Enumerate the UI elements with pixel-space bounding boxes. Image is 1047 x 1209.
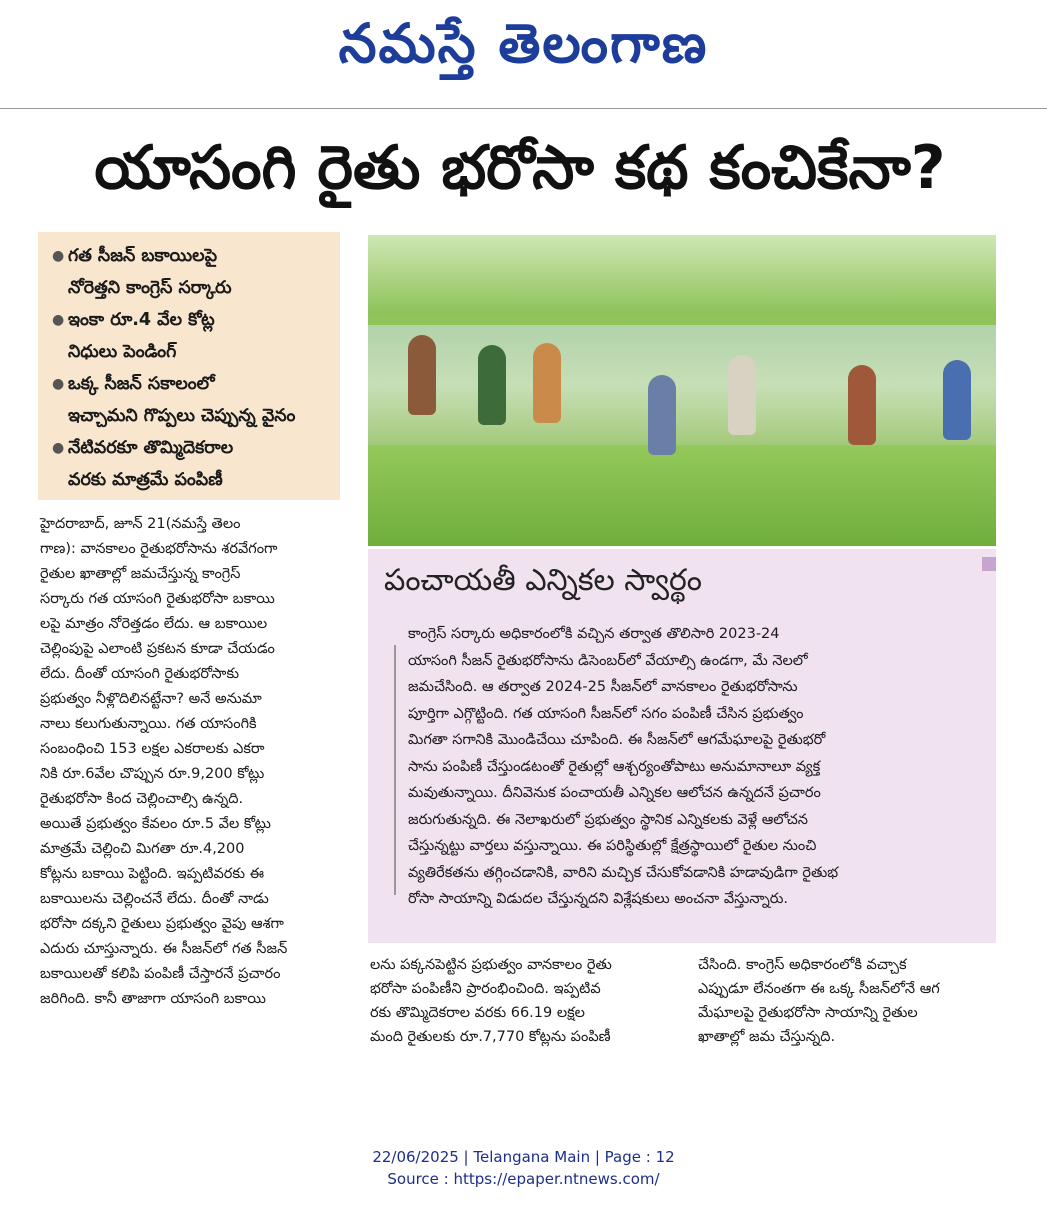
- bullet-icon: ●: [52, 312, 65, 328]
- highlight-item: ● నేటివరకూ తొమ్మిదెకరాల వరకు మాత్రమే పంపిణీ: [52, 432, 334, 496]
- article-photo: [368, 235, 996, 546]
- paddy-field: [368, 325, 996, 445]
- article-column-3: చేసింది. కాంగ్రెస్ అధికారంలోకి వచ్చాక ఎప్పుడూ లేనంతగా ఈ ఒక్క సీజన్‌లోనే ఆగ మేఘాలపై రైతుభరోసా సాయాన్ని రైతుల ఖాతాల్లో జమ చేస్తున్నది.: [698, 957, 940, 1045]
- footer-edition-line: 22/06/2025 | Telangana Main | Page : 12: [372, 1148, 675, 1166]
- bullet-icon: ●: [52, 248, 65, 264]
- sidebar-title: పంచాయతీ ఎన్నికల స్వార్థం: [384, 563, 702, 598]
- footer-source-line: Source : https://epaper.ntnews.com/: [387, 1170, 660, 1188]
- farmer-figure: [533, 343, 561, 423]
- farmer-figure: [728, 355, 756, 435]
- page-footer: [0, 1146, 1047, 1190]
- sidebar-vertical-rule: [394, 645, 396, 895]
- article-column-1: హైదరాబాద్, జూన్ 21(నమస్తే తెలం గాణ): వానకాలం రైతుభరోసాను శరవేగంగా రైతుల ఖాతాల్లో జమచేస్తున్న కాంగ్రెస్ సర్కారు గత యాసంగి రైతుభరోసా బకాయి లపై మాత్రం నోరెత్తడం లేదు. ఆ బకాయిల చెల్లింపుపై ఎలాంటి ప్రకటన కూడా చేయడం లేదు. దీంతో యాసంగి రైతుభరోసాకు ప్రభుత్వం నీళ్లొదిలినట్టేనా? అనే అనుమా నాలు కలుగుతున్నాయి. గత యాసంగికి సంబంధించి 153 లక్షల ఎకరాలకు ఎకరా నికి రూ.6వేల చొప్పున రూ.9,200 కోట్లు రైతుభరోసా కింద చెల్లించాల్సి ఉన్నది. అయితే ప్రభుత్వం కేవలం రూ.5 వేల కోట్లు మాత్రమే చెల్లించి మిగతా రూ.4,200 కోట్లను బకాయి పెట్టింది. ఇప్పటివరకు ఈ బకాయిలను చెల్లించనే లేదు. దీంతో నాడు భరోసా దక్కని రైతులు ప్రభుత్వం వైపు ఆశగా ఎదురు చూస్తున్నారు. ఈ సీజన్‌లో గత సీజన్ బకాయిలతో కలిపి పంపిణీ చేస్తారనే ప్రచారం జరిగింది. కానీ తాజాగా యాసంగి బకాయి: [40, 516, 288, 1007]
- highlight-item: ● ఇంకా రూ.4 వేల కోట్ల నిధులు పెండింగ్: [52, 304, 334, 368]
- farmer-figure: [648, 375, 676, 455]
- farmer-figure: [478, 345, 506, 425]
- masthead-text: నమస్తే తెలంగాణ: [338, 11, 709, 75]
- bullet-icon: ●: [52, 440, 65, 456]
- corner-marker: [982, 557, 996, 571]
- headline-text: యాసంగి రైతు భరోసా కథ కంచికేనా?: [94, 133, 946, 203]
- bullet-icon: ●: [52, 376, 65, 392]
- sidebar-body: కాంగ్రెస్ సర్కారు అధికారంలోకి వచ్చిన తర్వాత తొలిసారి 2023-24 యాసంగి సీజన్ రైతుభరోసాను డిసెంబర్‌లో వేయాల్సి ఉండగా, మే నెలలో జమచేసింది. ఆ తర్వాత 2024-25 సీజన్‌లో వానకాలం రైతుభరోసాను పూర్తిగా ఎగ్గొట్టింది. గత యాసంగి సీజన్‌లో సగం పంపిణీ చేసిన ప్రభుత్వం మిగతా సగానికి మొండిచేయి చూపింది. ఈ సీజన్‌లో ఆగమేఘాలపై రైతుభరో సాను పంపిణీ చేస్తుండటంతో రైతుల్లో ఆశ్చర్యంతోపాటు అనుమానాలూ వ్యక్త మవుతున్నాయి. దీనివెనుక పంచాయతీ ఎన్నికల ఆలోచన ఉన్నదనే ప్రచారం జరుగుతున్నది. ఈ నెలాఖరులో ప్రభుత్వం స్థానిక ఎన్నికలకు వెళ్లే ఆలోచన చేస్తున్నట్టు వార్తలు వస్తున్నాయి. ఈ పరిస్థితుల్లో క్షేత్రస్థాయిలో రైతుల నుంచి వ్యతిరేకతను తగ్గించడానికి, వారిని మచ్చిక చేసుకోవడానికి హడావుడిగా రైతుభ రోసా సాయాన్ని విడుదల చేస్తున్నదని విశ్లేషకులు అంచనా వేస్తున్నారు.: [408, 626, 839, 907]
- farmer-figure: [408, 335, 436, 415]
- sidebar-box: [368, 549, 996, 943]
- farmer-figure: [943, 360, 971, 440]
- masthead-logo: [0, 0, 1047, 100]
- masthead-divider: [0, 108, 1047, 109]
- farmer-figure: [848, 365, 876, 445]
- highlight-item: ● గత సీజన్ బకాయిలపై నోరెత్తని కాంగ్రెస్ సర్కారు: [52, 240, 334, 304]
- adjacent-article-edge: [1036, 260, 1047, 1080]
- highlights-box: [38, 232, 340, 500]
- article-column-2: లను పక్కనపెట్టిన ప్రభుత్వం వానకాలం రైతు భరోసా పంపిణీని ప్రారంభించింది. ఇప్పటివ రకు తొమ్మిదెకరాల వరకు 66.19 లక్షల మంది రైతులకు రూ.7,770 కోట్లను పంపిణీ: [370, 957, 612, 1045]
- highlight-item: ● ఒక్క సీజన్ సకాలంలో ఇచ్చామని గొప్పలు చెప్పున్న వైనం: [52, 368, 334, 432]
- headline: [20, 120, 1020, 230]
